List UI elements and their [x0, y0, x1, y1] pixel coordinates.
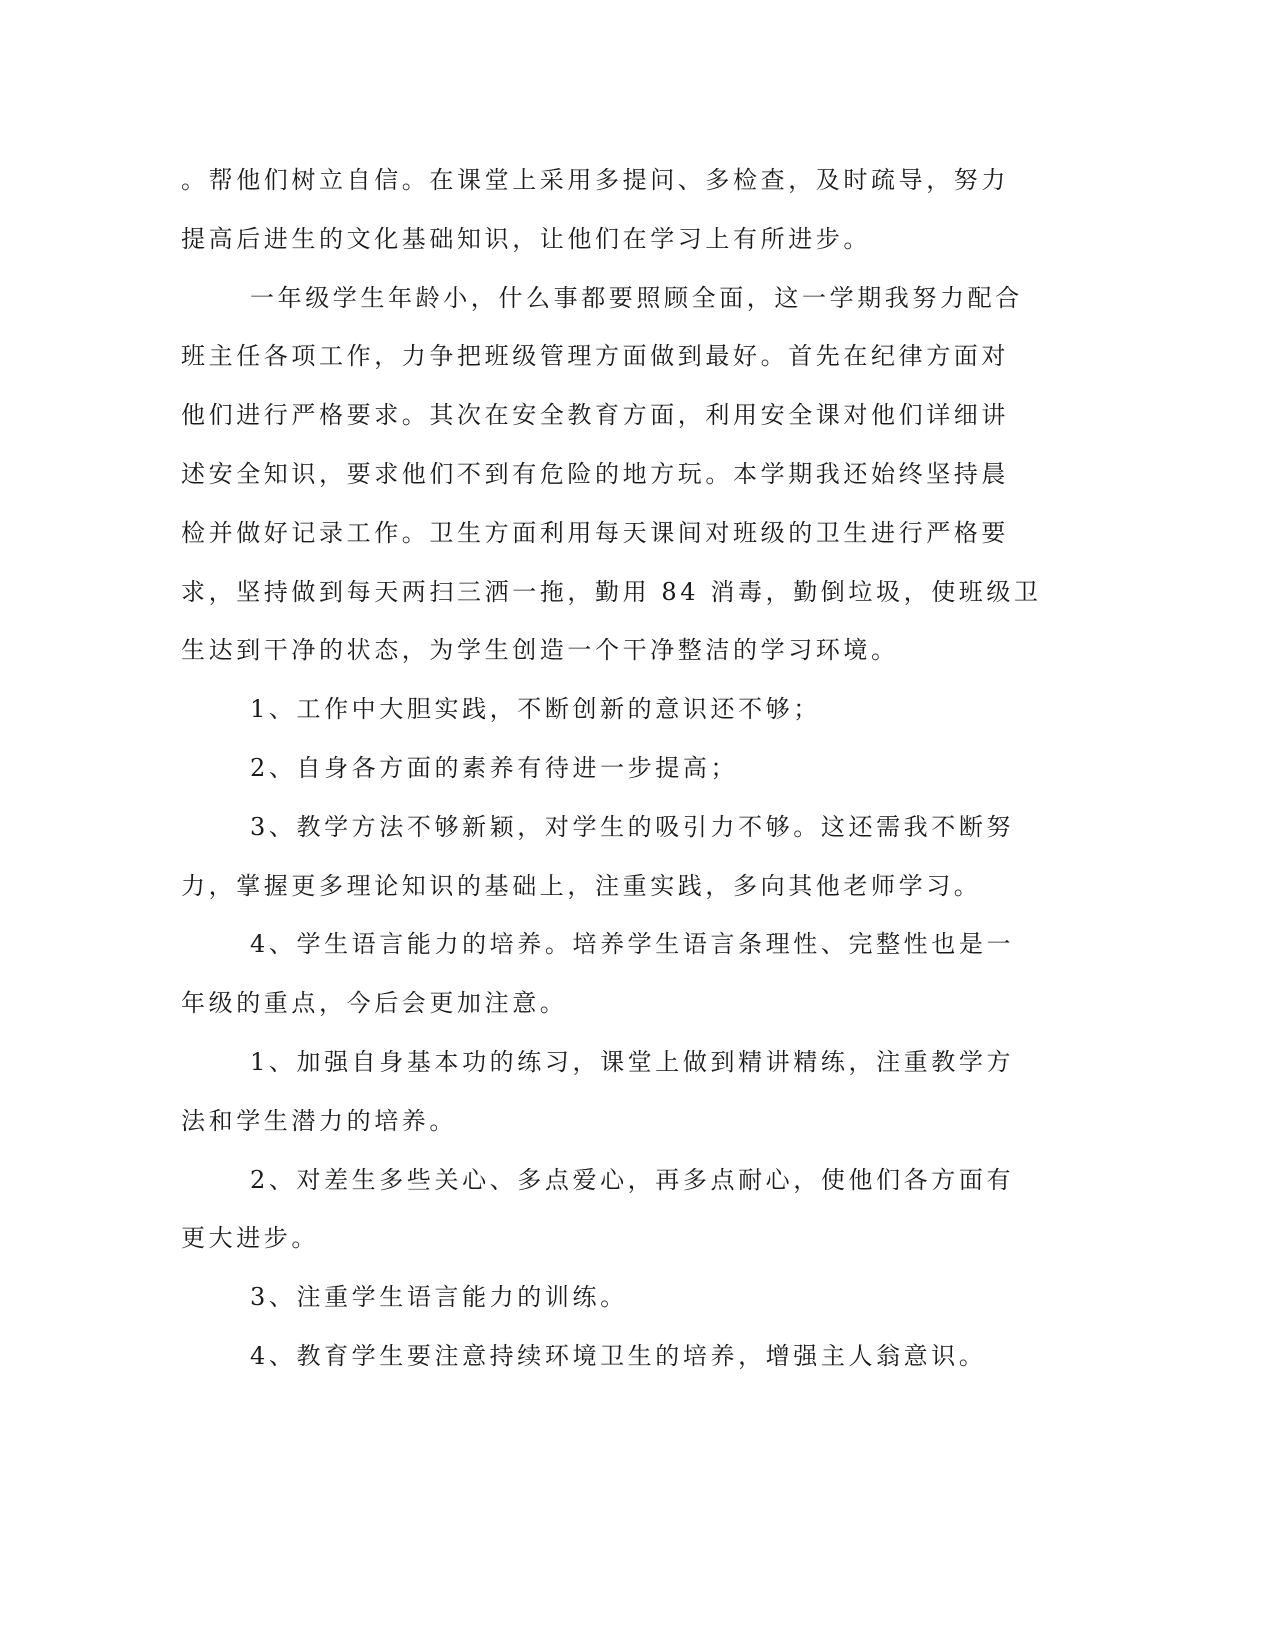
- text-line: 生达到干净的状态，为学生创造一个干净整洁的学习环境。: [181, 636, 899, 665]
- text-line: 一年级学生年龄小，什么事都要照顾全面，这一学期我努力配合: [250, 283, 1023, 312]
- text-line: 他们进行严格要求。其次在安全教育方面，利用安全课对他们详细讲: [181, 401, 1009, 430]
- text-line: 述安全知识，要求他们不到有危险的地方玩。本学期我还始终坚持晨: [181, 459, 1009, 488]
- text-line: 求，坚持做到每天两扫三洒一拖，勤用 84 消毒，勤倒垃圾，使班级卫: [181, 577, 1042, 606]
- text-line: 力，掌握更多理论知识的基础上，注重实践，多向其他老师学习。: [181, 871, 982, 900]
- text-line: 。帮他们树立自信。在课堂上采用多提问、多检查，及时疏导，努力: [181, 166, 1009, 194]
- text-line: 1、工作中大胆实践，不断创新的意识还不够；: [250, 695, 821, 724]
- text-line: 更大进步。: [181, 1224, 319, 1253]
- text-line: 年级的重点，今后会更加注意。: [181, 989, 568, 1018]
- text-line: 1、加强自身基本功的练习，课堂上做到精讲精练，注重教学方: [250, 1047, 1015, 1076]
- text-line: 法和学生潜力的培养。: [181, 1106, 457, 1135]
- text-line: 2、自身各方面的素养有待进一步提高；: [250, 753, 739, 782]
- text-line: 提高后进生的文化基础知识，让他们在学习上有所进步。: [181, 224, 871, 253]
- text-line: 4、教育学生要注意持续环境卫生的培养，增强主人翁意识。: [250, 1341, 987, 1370]
- document-body: [181, 151, 1041, 1386]
- text-line: 3、教学方法不够新颖，对学生的吸引力不够。这还需我不断努: [250, 812, 1015, 841]
- text-line: 检并做好记录工作。卫生方面利用每天课间对班级的卫生进行严格要: [181, 518, 1009, 547]
- text-line: 4、学生语言能力的培养。培养学生语言条理性、完整性也是一: [250, 930, 1015, 959]
- text-line: 班主任各项工作，力争把班级管理方面做到最好。首先在纪律方面对: [181, 342, 1009, 371]
- text-line: 3、注重学生语言能力的训练。: [250, 1283, 628, 1312]
- text-line: 2、对差生多些关心、多点爱心，再多点耐心，使他们各方面有: [250, 1165, 1015, 1194]
